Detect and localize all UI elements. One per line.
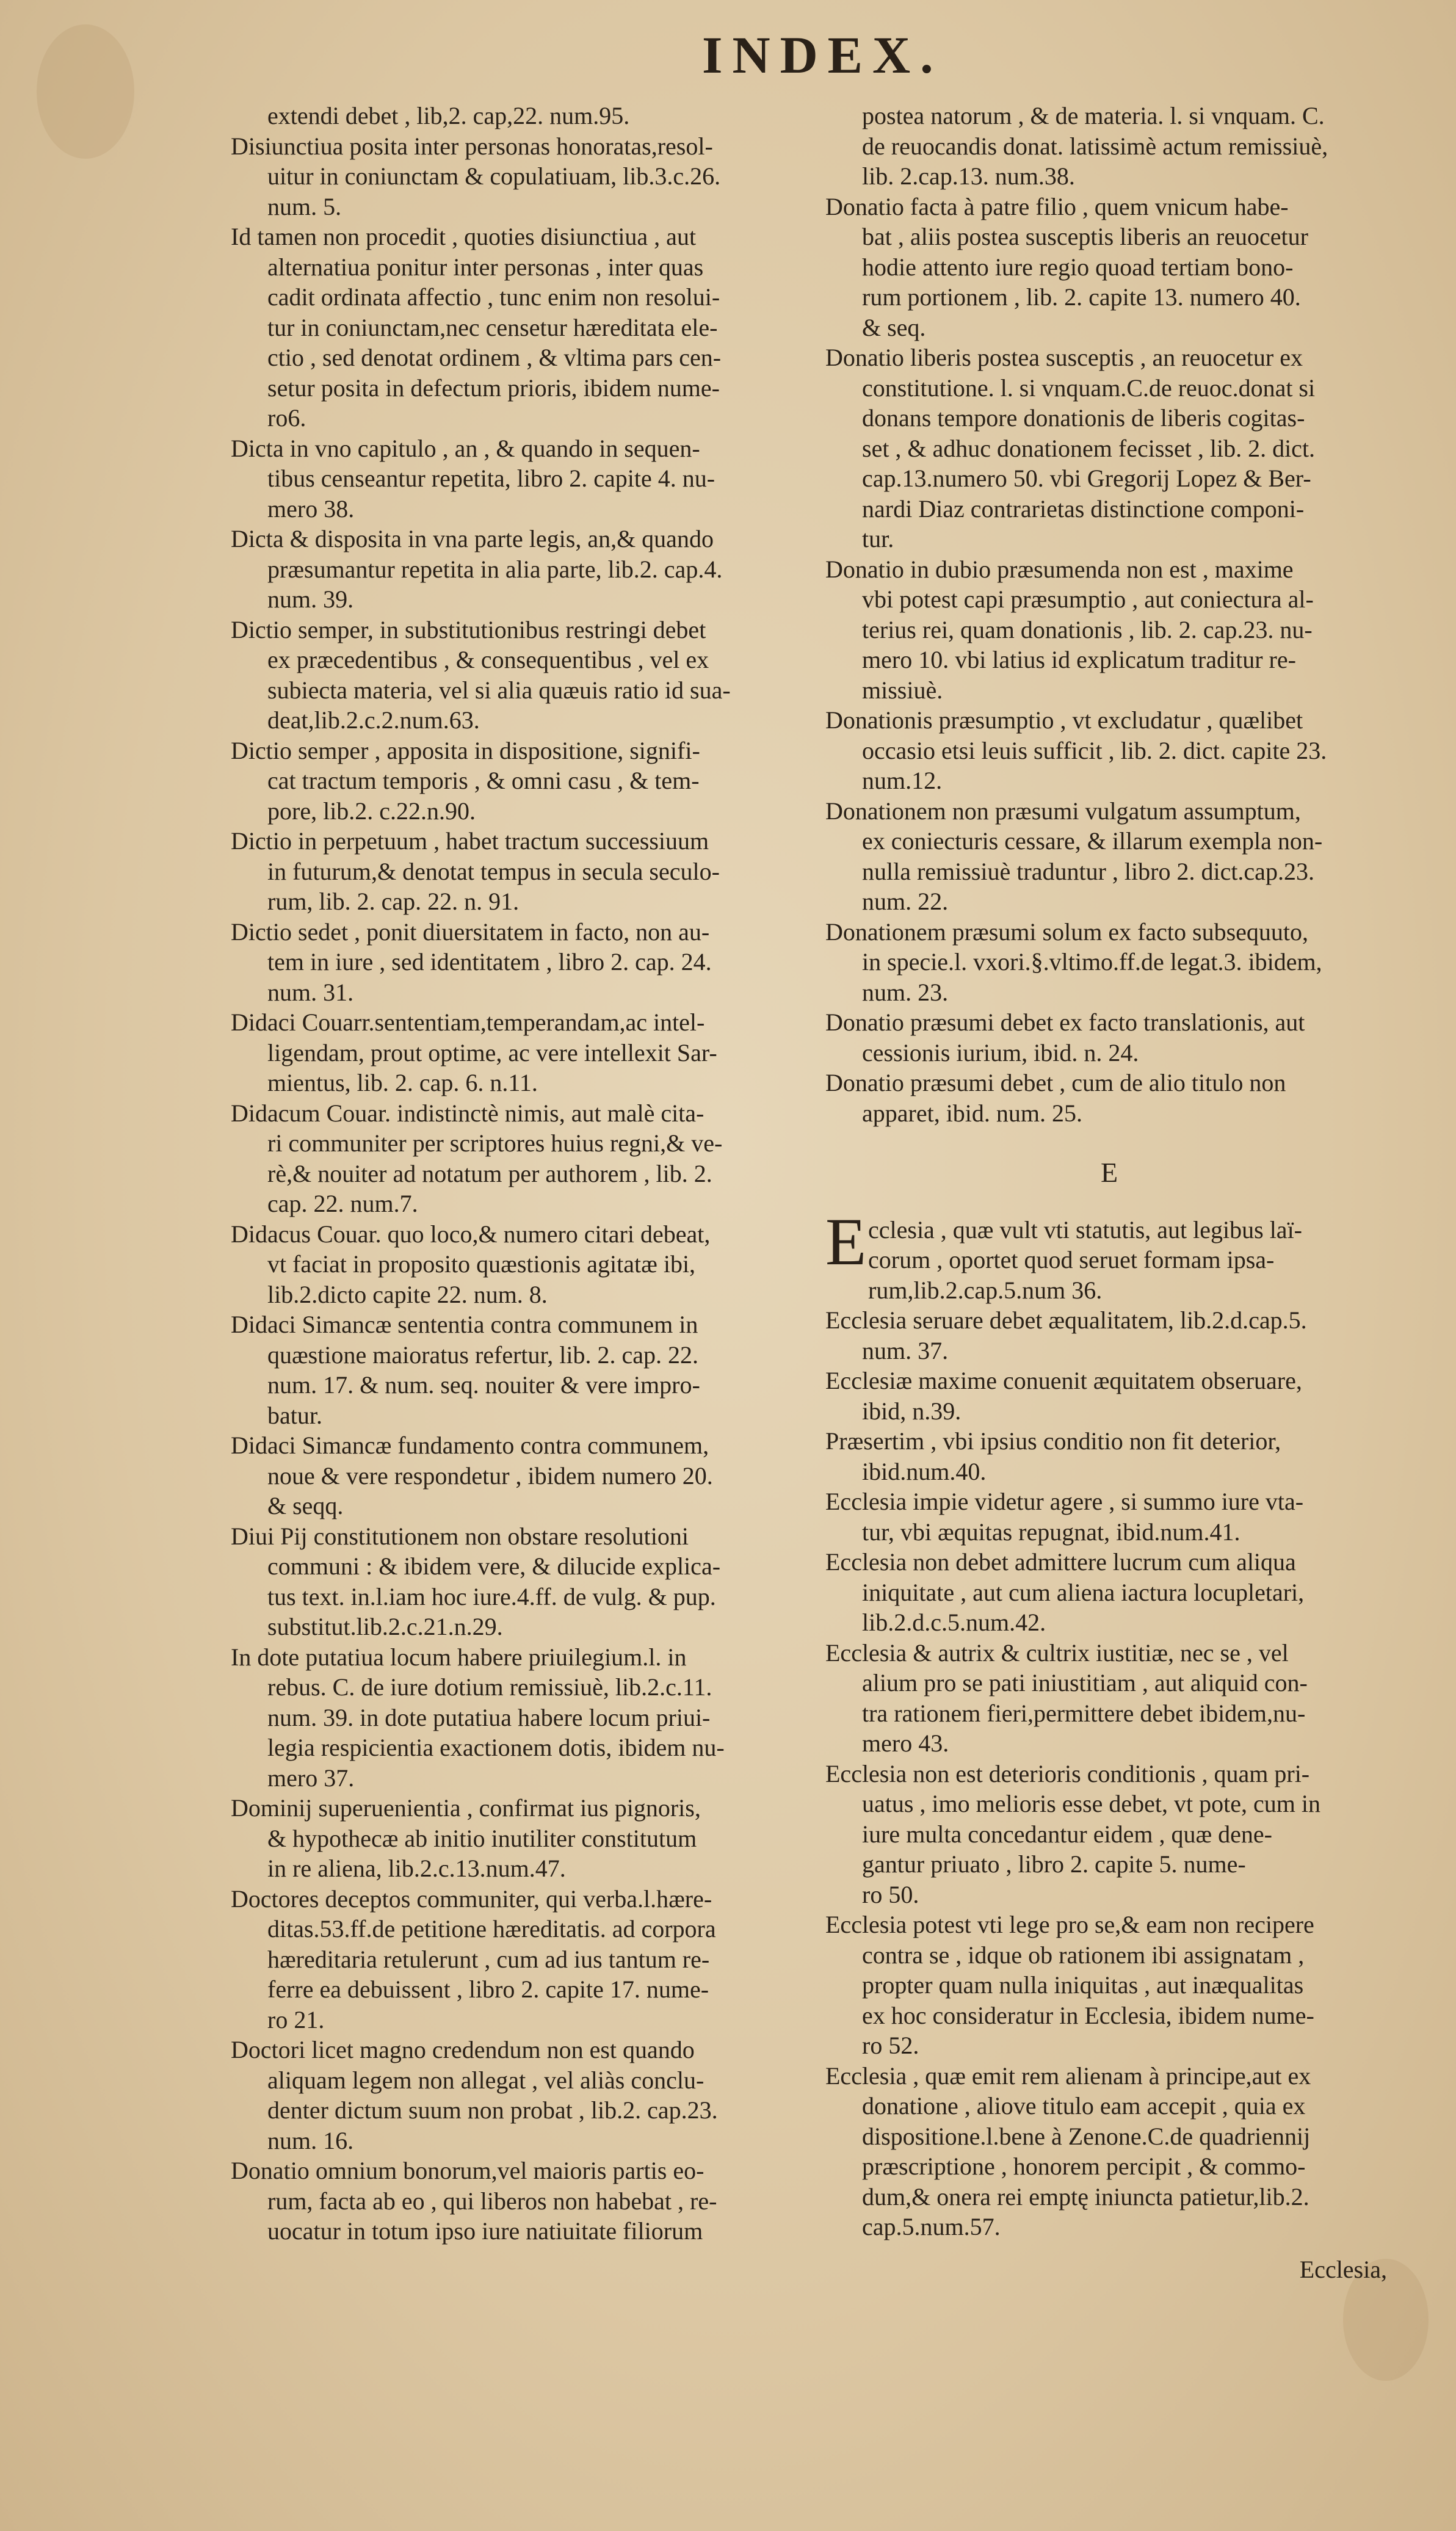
index-entry: Dictio semper , apposita in dispositione, signifi- cat tractum temporis , & omni casu , & tem- pore, lib.2. c.22.n.90. bbox=[231, 736, 700, 825]
index-entry: Dictio semper, in substitutionibus restringi debet ex præcedentibus , & consequentibus , vel ex subiecta materia, vel si alia quæuis ratio id sua- deat,lib.2.c.2.num.63. bbox=[231, 615, 731, 734]
index-entry: Donationis præsumptio , vt excludatur , quælibet occasio etsi leuis sufficit , lib. 2. dict. capite 23. num.12. bbox=[825, 706, 1327, 794]
dropcap-entry bbox=[825, 1204, 1393, 1306]
index-entry: Præsertim , vbi ipsius conditio non fit deterior, ibid.num.40. bbox=[825, 1427, 1281, 1485]
dropcap-letter: E bbox=[825, 1204, 867, 1279]
index-entry: Didacum Couar. indistinctè nimis, aut malè cita- ri communiter per scriptores huius regni,& ve- rè,& nouiter ad notatum per authorem , lib. 2. cap. 22. num.7. bbox=[231, 1099, 723, 1217]
index-entry: Ecclesia non debet admittere lucrum cum aliqua iniquitate , aut cum aliena iactura locupletari, lib.2.d.c.5.num.42. bbox=[825, 1548, 1305, 1636]
index-entry: Dictio sedet , ponit diuersitatem in facto, non au- tem in iure , sed identitatem , libro 2. cap. 24. num. 31. bbox=[231, 918, 712, 1006]
index-entry: Didaci Couarr.sententiam,temperandam,ac intel- ligendam, prout optime, ac vere intellexit Sar- mientus, lib. 2. cap. 6. n.11. bbox=[231, 1008, 717, 1096]
index-entry: Didaci Simancæ sententia contra communem in quæstione maioratus refertur, lib. 2. cap. 22. num. 17. & num. seq. nouiter & vere impro- batur. bbox=[231, 1311, 700, 1429]
index-entry: Didacus Couar. quo loco,& numero citari debeat, vt faciat in proposito quæstionis agitatæ ibi, lib.2.dicto capite 22. num. 8. bbox=[231, 1220, 711, 1308]
index-entry: Dicta in vno capitulo , an , & quando in sequen- tibus censeantur repetita, libro 2. capite 4. nu- mero 38. bbox=[231, 434, 715, 523]
index-entry: Doctori licet magno credendum non est quando aliquam legem non allegat , vel aliàs conclu- denter dictum suum non probat , lib.2. cap.23. num. 16. bbox=[231, 2036, 718, 2154]
index-entry: Dictio in perpetuum , habet tractum successiuum in futurum,& denotat tempus in secula seculo- rum, lib. 2. cap. 22. n. 91. bbox=[231, 827, 720, 915]
index-entry: Dicta & disposita in vna parte legis, an,& quando præsumantur repetita in alia parte, lib.2. cap.4. num. 39. bbox=[231, 525, 723, 613]
index-entry: Donatio facta à patre filio , quem vnicum habe- bat , aliis postea susceptis liberis an reuocetur hodie attento iure regio quoad tertiam bono- rum portionem , lib. 2. capite 13. numero 40. & seq. bbox=[825, 192, 1308, 341]
section-letter: E bbox=[1100, 1157, 1118, 1188]
index-entry: Ecclesia , quæ emit rem alienam à principe,aut ex donatione , aliove titulo eam accepit , quia ex dispositione.l.bene à Zenone.C.de quadriennij præscriptione , honorem percipit , & commo- dum,& onera rei emptę iniuncta patietur,lib.2. cap.5.num.57. bbox=[825, 2062, 1311, 2240]
right-column-bottom bbox=[825, 1305, 1393, 2242]
index-entry: Dominij superuenientia , confirmat ius pignoris, & hypothecæ ab initio inutiliter constitutum in re aliena, lib.2.c.13.num.47. bbox=[231, 1794, 701, 1882]
index-entry: Donationem non præsumi vulgatum assumptum, ex coniecturis cessare, & illarum exempla non- nulla remissiuè traduntur , libro 2. dict.cap.23. num. 22. bbox=[825, 797, 1323, 915]
right-column-top bbox=[825, 101, 1393, 1128]
index-entry: Ecclesia non est deterioris conditionis , quam pri- uatus , imo melioris esse debet, vt pote, cum in iure multa concedantur eidem , quæ dene- gantur priuato , libro 2. capite 5. nume- ro 50. bbox=[825, 1759, 1320, 1908]
index-entry: Didaci Simancæ fundamento contra communem, noue & vere respondetur , ibidem numero 20. & seqq. bbox=[231, 1432, 713, 1519]
index-entry: Ecclesiæ maxime conuenit æquitatem obseruare, ibid, n.39. bbox=[825, 1367, 1302, 1425]
index-entry: Ecclesia impie videtur agere , si summo iure vta- tur, vbi æquitas repugnat, ibid.num.41. bbox=[825, 1488, 1304, 1546]
dropcap-text: cclesia , quæ vult vti statutis, aut legibus laï- corum , oportet quod seruet formam ipsa- rum,lib.2.cap.5.num 36. bbox=[868, 1215, 1302, 1304]
index-entry: Id tamen non procedit , quoties disiunctiua , aut alternatiua ponitur inter personas , inter quas cadit ordinata affectio , tunc enim non resolui- tur in coniunctam,nec censetur hæreditata ele- ctio , sed denotat ordinem , & vltima pars cen- setur posita in defectum prioris, ibidem nume- ro6. bbox=[231, 223, 722, 432]
index-entry: Donatio præsumi debet ex facto translationis, aut cessionis iurium, ibid. n. 24. bbox=[825, 1008, 1305, 1066]
index-entry: postea natorum , & de materia. l. si vnquam. C. de reuocandis donat. latissimè actum remissiuè, lib. 2.cap.13. num.38. bbox=[862, 102, 1328, 190]
index-entry: Donatio præsumi debet , cum de alio titulo non apparet, ibid. num. 25. bbox=[825, 1069, 1286, 1127]
left-column bbox=[231, 101, 792, 2247]
paper-stain bbox=[37, 24, 134, 159]
index-entry: Ecclesia seruare debet æqualitatem, lib.2.d.cap.5. num. 37. bbox=[825, 1306, 1307, 1364]
index-entry: Disiunctiua posita inter personas honoratas,resol- uitur in coniunctam & copulatiuam, lib.3.c.26. num. 5. bbox=[231, 132, 721, 220]
index-entry: Donatio omnium bonorum,vel maioris partis eo- rum, facta ab eo , qui liberos non habebat , re- uocatur in totum ipso iure natiuitate filiorum bbox=[231, 2157, 717, 2245]
index-entry: Ecclesia & autrix & cultrix iustitiæ, nec se , vel alium pro se pati iniustitiam , aut aliquid con- tra rationem fieri,permittere debet ibidem,nu- mero 43. bbox=[825, 1638, 1308, 1757]
index-entry: In dote putatiua locum habere priuilegium.l. in rebus. C. de iure dotium remissiuè, lib.2.c.11. num. 39. in dote putatiua habere locum priui- legia respicientia exactionem dotis, ibidem nu- mero 37. bbox=[231, 1643, 725, 1792]
index-entry: Donationem præsumi solum ex facto subsequuto, in specie.l. vxori.§.vltimo.ff.de legat.3. ibidem, num. 23. bbox=[825, 918, 1322, 1006]
index-entry: Ecclesia potest vti lege pro se,& eam non recipere contra se , idque ob rationem ibi assignatam , propter quam nulla iniquitas , aut inæqualitas ex hoc consideratur in Ecclesia, ibidem nume- ro 52. bbox=[825, 1911, 1314, 2059]
catchword: Ecclesia, bbox=[1299, 2255, 1387, 2283]
right-column bbox=[825, 101, 1393, 2284]
page-title: INDEX. bbox=[702, 26, 943, 84]
index-entry: Donatio in dubio præsumenda non est , maxime vbi potest capi præsumptio , aut coniectura al- terius rei, quam donationis , lib. 2. cap.23. nu- mero 10. vbi latius id explicatum traditur re- missiuè. bbox=[825, 555, 1314, 704]
index-entry: Diui Pij constitutionem non obstare resolutioni communi : & ibidem vere, & dilucide explica- tus text. in.l.iam hoc iure.4.ff. de vulg. & pup. substitut.lib.2.c.21.n.29. bbox=[231, 1522, 721, 1640]
index-entry: extendi debet , lib,2. cap,22. num.95. bbox=[267, 102, 630, 129]
index-entry: Donatio liberis postea susceptis , an reuocetur ex constitutione. l. si vnquam.C.de reuoc.donat si donans tempore donationis de liberis cogitas- set , & adhuc donationem fecisset , lib. 2. dict. cap.13.numero 50. vbi Gregorij Lopez & Ber- nardi Diaz contrarietas distinctione componi- tur. bbox=[825, 344, 1316, 552]
index-entry: Doctores deceptos communiter, qui verba.l.hære- ditas.53.ff.de petitione hæreditatis. ad corpora hæreditaria retulerunt , cum ad ius tantum re- ferre ea debuissent , libro 2. capite 17. nume- ro 21. bbox=[231, 1885, 716, 2033]
